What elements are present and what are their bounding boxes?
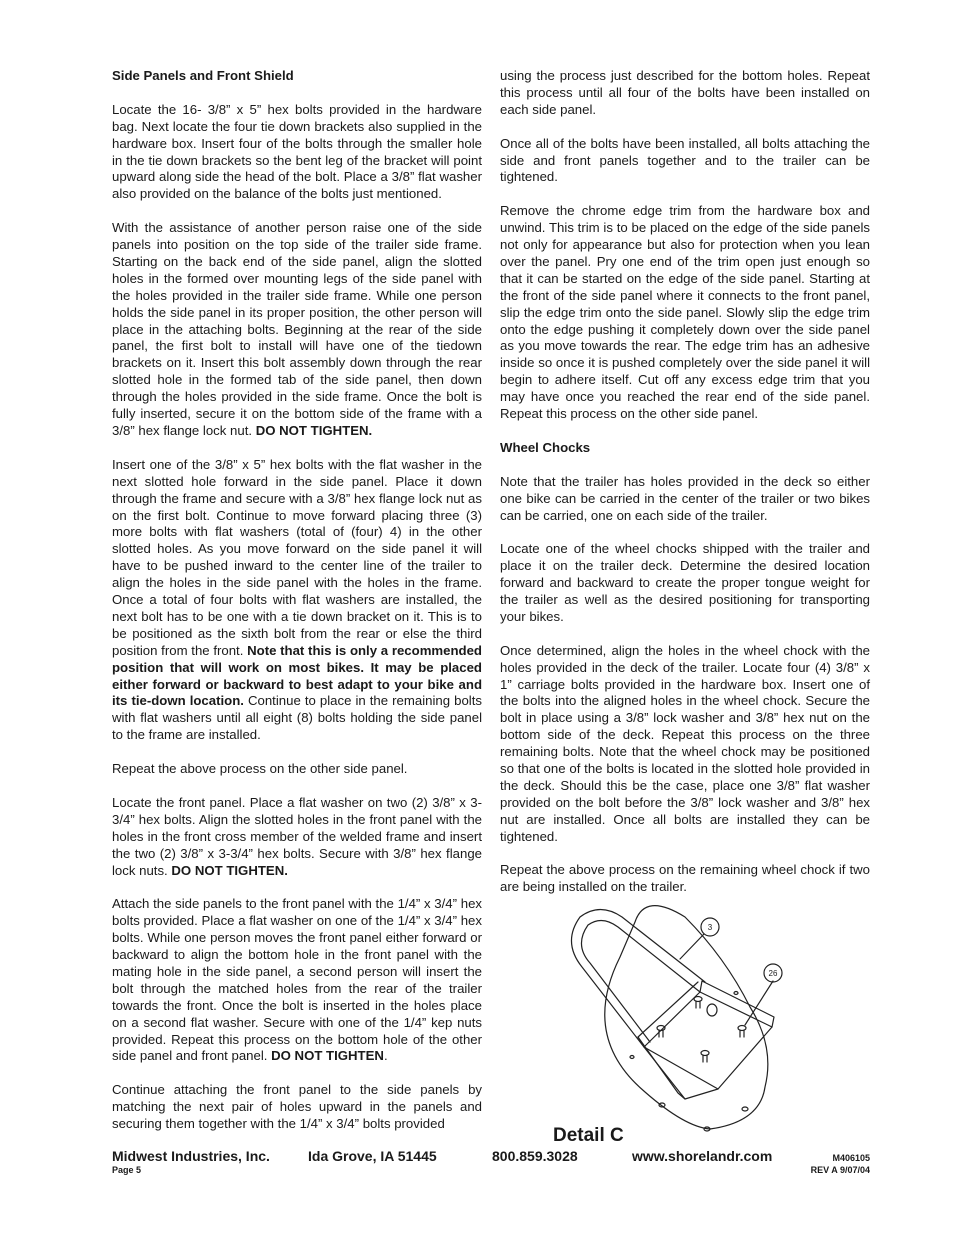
right-column [500,68,870,913]
section-heading-wheel-chocks: Wheel Chocks [500,439,591,455]
paragraph: Repeat the above process on the remaining wheel chock if two are being installed on the trailer. [500,862,870,895]
paragraph: Once determined, align the holes in the wheel chock with the holes provided in the deck of the trailer. Locate four (4) 3/8” x 1” carriage bolts provided in the hardware box. Insert one of the bolts into the aligned holes in the wheel chock. Secure the bolt in place using a 3/8” lock washer and 3/8” hex nut on the bottom side of the deck. Repeat this process on the three remaining bolts. Note that the wheel chock may be positioned so that one of the bolts is located in the slotted hole provided in the deck. Should this be the case, place one 3/8” flat washer provided on the bolt before the 3/8” lock washer and 3/8” hex nut are installed. Once all bolts are installed they can be tightened. [500,642,870,844]
bolt [701,1051,709,1063]
paragraph: Continue attaching the front panel to the side panels by matching the next pair of holes upward in the panels and securing them together with the 1/4” x 3/4” bolts provided [112,1082,482,1132]
paragraph: Attach the side panels to the front panel with the 1/4” x 3/4” hex bolts provided. Place a flat washer on one of the 1/4” x 3/4” hex bolts. While one person moves the front panel either forward or backward to align the bottom hole in the front panel with the mating hole in the side panel, a second person will insert the bolt through the matched holes from the rear of the trailer towards the front. Once the bolt is inserted in the holes place on a second flat washer. Secure with one of the 1/4” kep nuts provided. Repeat this process on the bottom hole of the other side panel and front panel. DO NOT TIGHTEN. [112,896,482,1064]
note-text: Note that this is only a recommended position that will work on most bikes. It may be placed either forward or backward to best adapt to your bike and its tie-down location. [112,642,482,709]
warning-text: DO NOT TIGHTEN. [255,423,373,438]
callout-26: 26 [768,969,778,978]
footer-doc-number: M406105 [832,1153,870,1163]
paragraph: Locate one of the wheel chocks shipped with the trailer and place it on the trailer deck. Determine the desired location forward and backward to create the proper tongue weight for the trailer as well as the desired positioning for transporting your bikes. [500,541,870,624]
footer-website: www.shorelandr.com [632,1148,773,1164]
figure-caption: Detail C [553,1125,624,1146]
deck-outline [605,906,768,1129]
paragraph: With the assistance of another person raise one of the side panels into position on the top side of the trailer side frame. Starting on the back end of the side panel, align the slotted holes in the formed over mounting legs of the side panel with the holes provided in the trailer side frame. While one person holds the side panel in its proper position, the other person will place in the attaching bolts. Beginning at the rear of the side panel, the first bolt to install will have one of the tiedown brackets on it. Insert this bolt assembly down through the rear slotted hole in the formed tab of the side panel, then down through the holes provided in the side frame. Once the bolt is fully inserted, secure it on the bottom side of the frame with a 3/8” hex flange lock nut. DO NOT TIGHTEN. [112,220,482,438]
page-footer [112,1148,872,1188]
paragraph: Locate the front panel. Place a flat washer on two (2) 3/8” x 3-3/4” hex bolts. Align the slotted holes in the front panel with the holes in the front cross member of the welded frame and insert the two (2) 3/8” x 3-3/4” hex bolts. Secure with 3/8” hex flange lock nuts. DO NOT TIGHTEN. [112,794,482,878]
paragraph: Note that the trailer has holes provided in the deck so either one bike can be carried in the center of the trailer or two bikes can be carried, one on each side of the trailer. [500,473,870,523]
bolt [738,1026,746,1038]
footer-page-number: Page 5 [112,1165,142,1175]
paragraph: Remove the chrome edge trim from the hardware box and unwind. This trim is to be placed on the edge of the side panels not only for appearance but also for protection when you lean over the panel. Pry one end of the trim open just enough so that it can be started on the edge of the side panel. Starting at the front of the side panel where it connects to the front panel, slip the edge trim onto the side panel. Slowly slip the edge trim onto the edge pushing it completely down over the side panel as you move towards the rear. The edge trim has an adhesive inside so once it is pushed completely over the side panel it will begin to adhere itself. Cut off any excess edge trim that you may have once you reached the rear end of the side panel. Repeat this process on the other side panel. [500,203,870,422]
paragraph: Once all of the bolts have been installed, all bolts attaching the side and front panels together and to the trailer can be tightened. [500,135,870,185]
footer-company: Midwest Industries, Inc. [112,1148,270,1164]
paragraph: using the process just described for the bottom holes. Repeat this process until all four of the bolts have been installed on each side panel. [500,68,870,117]
wheel-loop-inner [581,920,700,1042]
paragraph: Insert one of the 3/8” x 5” hex bolts with the flat washer in the next slotted hole forward in the side panel. Place it down through the frame and secure with a 3/8” hex flange lock nut as on the first bolt. Continue to move forward placing three (3) more bolts with flat washers (total of (four) 4) in the other slotted holes. As you move forward on the side panel it will have to be pushed inward to the center line of the trailer to align the holes in the side panel with the holes in the frame. Once a total of four bolts with flat washers are installed, the next bolt has to be one with a tie down bracket on it. This is to be positioned as the sixth bolt from the rear or else the third position from the front. Note that this is only a recommended position that will work on most bikes. It may be placed either forward or backward to best adapt to your bike and its tie-down location. Continue to place in the remaining bolts with flat washers until all eight (8) bolts holding the side panel to the frame are installed. [112,456,482,743]
callout-3: 3 [707,923,713,932]
bolt [694,997,702,1009]
footer-revision: REV A 9/07/04 [810,1165,870,1175]
warning-text: DO NOT TIGHTEN [271,1048,384,1064]
paragraph: Repeat the above process on the other side panel. [112,761,408,777]
footer-phone: 800.859.3028 [492,1148,578,1164]
wheel-chock-drawing [560,897,790,1137]
paragraph: Locate the 16- 3/8” x 5” hex bolts provided in the hardware bag. Next locate the four tie down brackets also supplied in the hardware box. Insert four of the bolts through the smaller hole in the tie down brackets so the bent leg of the bracket will point upward along side the head of the bolt. Place a 3/8” flat washer also provided on the balance of the bolts just mentioned. [112,101,482,202]
footer-city: Ida Grove, IA 51445 [308,1148,437,1164]
section-heading-side-panels: Side Panels and Front Shield [112,68,294,83]
left-column [112,68,482,1150]
warning-text: DO NOT TIGHTEN. [171,862,288,878]
